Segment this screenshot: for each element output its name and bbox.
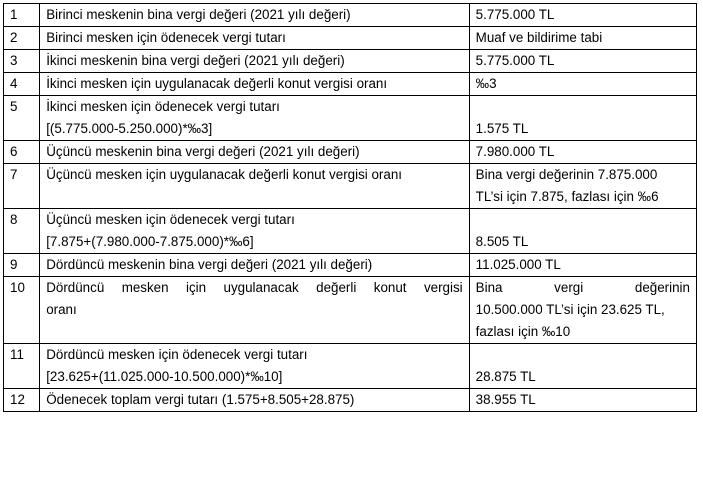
value-cell — [469, 344, 696, 389]
value-word: Bina — [475, 280, 503, 295]
table-row — [4, 50, 697, 73]
description-word: uygulanacak — [223, 280, 299, 295]
value-line — [476, 346, 690, 368]
value-cell — [469, 254, 696, 277]
value-line: 5.775.000 TL — [475, 53, 555, 68]
tax-table — [3, 3, 697, 412]
description-line: [23.625+(11.025.000-10.500.000)*‰10] — [46, 369, 283, 384]
value-cell — [469, 73, 696, 96]
description-line: Ödenecek toplam vergi tutarı (1.575+8.505+28.875) — [46, 392, 355, 407]
row-number: 8 — [4, 209, 40, 254]
row-number: 5 — [4, 96, 40, 141]
description-word: Dördüncü — [46, 280, 105, 295]
description-cell — [40, 50, 469, 73]
description-cell — [40, 27, 469, 50]
table-row — [4, 254, 697, 277]
table-row — [4, 389, 697, 412]
table-row — [4, 73, 697, 96]
row-number: 4 — [4, 73, 40, 96]
value-cell — [469, 164, 696, 209]
value-cell — [469, 27, 696, 50]
table-row — [4, 27, 697, 50]
description-cell — [40, 73, 469, 96]
description-line — [46, 279, 462, 301]
description-word: değerli — [316, 280, 357, 295]
row-number: 11 — [4, 344, 40, 389]
description-cell — [40, 277, 469, 344]
description-line: [7.875+(7.980.000-7.875.000)*‰6] — [46, 234, 254, 249]
table-row — [4, 164, 697, 209]
value-cell — [469, 96, 696, 141]
description-line: İkinci mesken için ödenecek vergi tutarı — [46, 99, 280, 114]
value-word: değerinin — [634, 280, 690, 295]
description-line: Birinci mesken için ödenecek vergi tutarı — [46, 30, 286, 45]
table-row — [4, 209, 697, 254]
row-number: 12 — [4, 389, 40, 412]
description-line: Dördüncü meskenin bina vergi değeri (2021 yılı değeri) — [46, 257, 373, 272]
value-cell — [469, 209, 696, 254]
value-line: 38.955 TL — [475, 392, 536, 407]
value-cell — [469, 4, 696, 27]
table-row — [4, 277, 697, 344]
value-line: 11.025.000 TL — [475, 257, 561, 272]
tax-table-body — [4, 4, 697, 412]
description-cell — [40, 4, 469, 27]
description-line: Dördüncü mesken için ödenecek vergi tutarı — [46, 347, 308, 362]
value-line: 28.875 TL — [475, 369, 536, 384]
value-cell — [469, 50, 696, 73]
row-number: 7 — [4, 164, 40, 209]
value-line: fazlası için ‰10 — [475, 324, 571, 339]
row-number: 1 — [4, 4, 40, 27]
description-cell — [40, 209, 469, 254]
description-line: Üçüncü meskenin bina vergi değeri (2021 yılı değeri) — [46, 144, 360, 159]
row-number: 3 — [4, 50, 40, 73]
description-word: vergisi — [423, 280, 463, 295]
table-row — [4, 141, 697, 164]
description-cell — [40, 96, 469, 141]
table-row — [4, 344, 697, 389]
value-line: 1.575 TL — [475, 121, 529, 136]
value-cell — [469, 277, 696, 344]
description-line: oranı — [46, 302, 77, 317]
description-cell — [40, 164, 469, 209]
description-line: [(5.775.000-5.250.000)*‰3] — [46, 121, 213, 136]
value-line — [476, 98, 690, 120]
description-cell — [40, 141, 469, 164]
description-word: konut — [373, 280, 407, 295]
value-line: 7.980.000 TL — [475, 144, 555, 159]
description-line: Birinci meskenin bina vergi değeri (2021 yılı değeri) — [46, 7, 351, 22]
value-line: Bina vergi değerinin 7.875.000 — [475, 167, 658, 182]
description-line: Üçüncü mesken için ödenecek vergi tutarı — [46, 212, 295, 227]
value-line — [476, 211, 690, 233]
description-line: Üçüncü mesken için uygulanacak değerli konut vergisi oranı — [46, 167, 402, 182]
value-line: TL’si için 7.875, fazlası için ‰6 — [475, 189, 659, 204]
description-word: için — [186, 280, 207, 295]
row-number: 10 — [4, 277, 40, 344]
value-cell — [469, 389, 696, 412]
row-number: 2 — [4, 27, 40, 50]
row-number: 9 — [4, 254, 40, 277]
value-line: ‰3 — [475, 76, 497, 91]
description-line: İkinci mesken için uygulanacak değerli konut vergisi oranı — [46, 76, 388, 91]
value-cell — [469, 141, 696, 164]
value-line: 10.500.000 TL’si için 23.625 TL, — [475, 302, 665, 317]
value-line: 8.505 TL — [475, 234, 529, 249]
value-line — [476, 279, 690, 301]
value-line: Muaf ve bildirime tabi — [475, 30, 603, 45]
description-cell — [40, 254, 469, 277]
description-word: mesken — [121, 280, 169, 295]
description-cell — [40, 344, 469, 389]
table-row — [4, 4, 697, 27]
row-number: 6 — [4, 141, 40, 164]
table-row — [4, 96, 697, 141]
value-line: 5.775.000 TL — [475, 7, 555, 22]
description-cell — [40, 389, 469, 412]
value-word: vergi — [554, 280, 584, 295]
description-line: İkinci meskenin bina vergi değeri (2021 yılı değeri) — [46, 53, 345, 68]
